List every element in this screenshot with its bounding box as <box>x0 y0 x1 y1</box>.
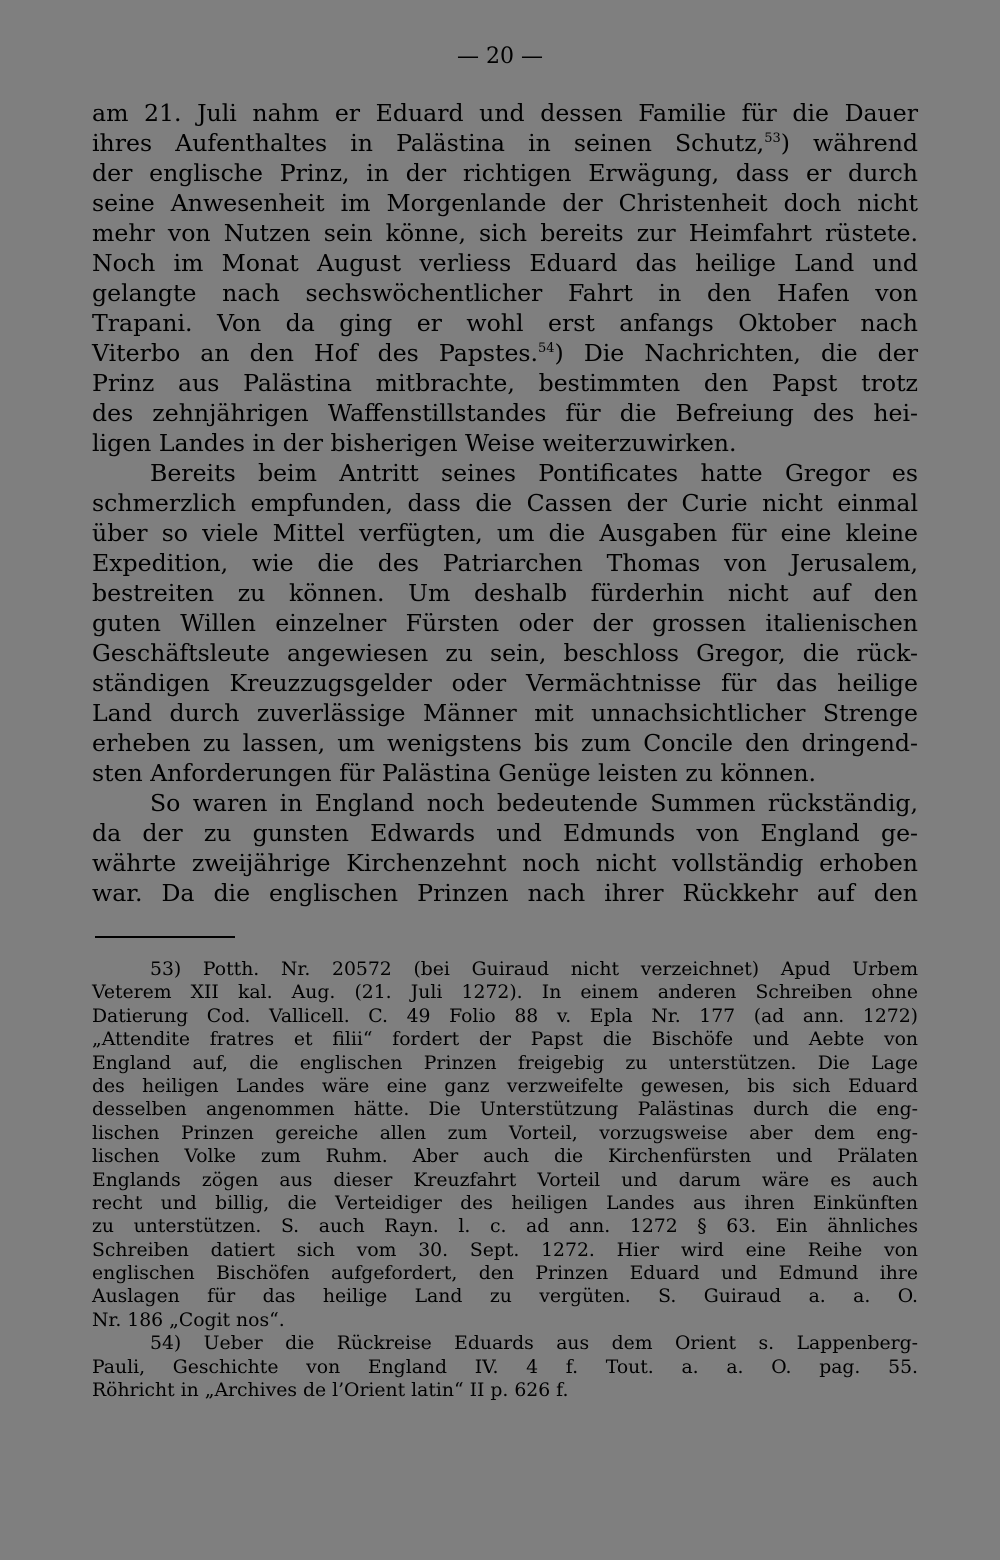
text-line: Expedition, wie die des Patriarchen Thomas von Jerusalem, <box>92 549 918 577</box>
footnote-line: desselben angenommen hätte. Die Unterstützung Palästinas durch die eng- <box>92 1099 918 1121</box>
text-line: war. Da die englischen Prinzen nach ihrer Rückkehr auf den <box>92 879 918 907</box>
footnote-line: Englands zögen aus dieser Kreuzfahrt Vorteil und darum wäre es auch <box>92 1169 918 1191</box>
text-line: ständigen Kreuzzugsgelder oder Vermächtnisse für das heilige <box>92 669 918 697</box>
footnote-line: Röhricht in „Archives de l’Orient latin“ II p. 626 f. <box>92 1380 569 1402</box>
footnote-line: Veterem XII kal. Aug. (21. Juli 1272). In einem anderen Schreiben ohne <box>92 982 918 1004</box>
text-line-with-footnote: Viterbo an den Hof des Papstes.$^{54}$) Die Nachrichten, die der <box>92 339 918 367</box>
footnote-line: Nr. 186 „Cogit nos“. <box>92 1309 285 1331</box>
text-line: guten Willen einzelner Fürsten oder der grossen italienischen <box>92 609 918 637</box>
footnote-line: des heiligen Landes wäre eine ganz verzweifelte gewesen, bis sich Eduard <box>92 1075 918 1097</box>
text-line: Noch im Monat August verliess Eduard das heilige Land und <box>92 249 918 277</box>
text-line: da der zu gunsten Edwards und Edmunds von England ge- <box>92 819 918 847</box>
footnote-53-start: 53) Potth. Nr. 20572 (bei Guiraud nicht verzeichnet) Apud Urbem <box>150 959 918 980</box>
footnote-line: recht und billig, die Verteidiger des heiligen Landes aus ihren Einkünften <box>92 1192 918 1214</box>
footnote-divider <box>95 936 235 938</box>
paragraph-start: Bereits beim Antritt seines Pontificates hatte Gregor es <box>150 459 918 487</box>
text-line: Geschäftsleute angewiesen zu sein, beschloss Gregor, die rück- <box>92 639 918 667</box>
footnote-line: England auf, die englischen Prinzen freigebig zu unterstützen. Die Lage <box>92 1052 918 1074</box>
footnote-ref-53: 53 <box>764 130 781 146</box>
footnote-line: Auslagen für das heilige Land zu vergüten. S. Guiraud a. a. O. <box>92 1286 918 1308</box>
text-line: am 21. Juli nahm er Eduard und dessen Familie für die Dauer <box>92 99 918 127</box>
footnote-54-start: 54) Ueber die Rückreise Eduards aus dem Orient s. Lappenberg- <box>150 1333 918 1355</box>
text-line: erheben zu lassen, um wenigstens bis zum Concile den dringend- <box>92 729 918 757</box>
paragraph-start: So waren in England noch bedeutende Summen rückständig, <box>150 789 918 817</box>
text-line: bestreiten zu können. Um deshalb fürderhin nicht auf den <box>92 579 918 607</box>
footnote-line: englischen Bischöfen aufgefordert, den Prinzen Eduard und Edmund ihre <box>92 1263 918 1285</box>
footnote-line: lischen Volke zum Ruhm. Aber auch die Kirchenfürsten und Prälaten <box>92 1146 918 1168</box>
footnote-line: Schreiben datiert sich vom 30. Sept. 1272. Hier wird eine Reihe von <box>92 1239 918 1261</box>
page-number: — 20 — <box>457 44 543 69</box>
text-line: Trapani. Von da ging er wohl erst anfangs Oktober nach <box>92 309 918 337</box>
text-line: währte zweijährige Kirchenzehnt noch nicht vollständig erhoben <box>92 849 918 877</box>
text-line-with-footnote: ihres Aufenthaltes in Palästina in seinen Schutz,$^{53}$) während <box>92 129 919 157</box>
text-line: seine Anwesenheit im Morgenlande der Christenheit doch nicht <box>92 189 918 217</box>
footnote-line: Pauli, Geschichte von England IV. 4 f. Tout. a. a. O. pag. 55. <box>92 1356 918 1378</box>
text-line: der englische Prinz, in der richtigen Erwägung, dass er durch <box>92 159 918 187</box>
footnote-ref-54: 54 <box>538 340 555 356</box>
text-line: des zehnjährigen Waffenstillstandes für die Befreiung des hei- <box>92 399 918 427</box>
text-line: gelangte nach sechswöchentlicher Fahrt in den Hafen von <box>92 279 918 307</box>
text-line: Land durch zuverlässige Männer mit unnachsichtlicher Strenge <box>92 699 918 727</box>
footnote-line: lischen Prinzen gereiche allen zum Vorteil, vorzugsweise aber dem eng- <box>92 1122 918 1144</box>
text-line: ligen Landes in der bisherigen Weise weiterzuwirken. <box>92 429 737 457</box>
text-line: sten Anforderungen für Palästina Genüge leisten zu können. <box>92 759 817 787</box>
footnotes <box>92 958 918 1402</box>
footnote-line: „Attendite fratres et filii“ fordert der Papst die Bischöfe und Aebte von <box>92 1029 918 1051</box>
footnote-line: Datierung Cod. Vallicell. C. 49 Folio 88 v. Epla Nr. 177 (ad ann. 1272) <box>92 1005 918 1027</box>
body-text <box>92 98 918 908</box>
text-line: über so viele Mittel verfügten, um die Ausgaben für eine kleine <box>92 519 918 547</box>
footnote-line: zu unterstützen. S. auch Rayn. l. c. ad ann. 1272 § 63. Ein ähnliches <box>92 1216 918 1238</box>
text-line: mehr von Nutzen sein könne, sich bereits zur Heimfahrt rüstete. <box>92 219 918 247</box>
text-line: Prinz aus Palästina mitbrachte, bestimmten den Papst trotz <box>92 369 918 397</box>
text-line: schmerzlich empfunden, dass die Cassen der Curie nicht einmal <box>92 489 918 517</box>
